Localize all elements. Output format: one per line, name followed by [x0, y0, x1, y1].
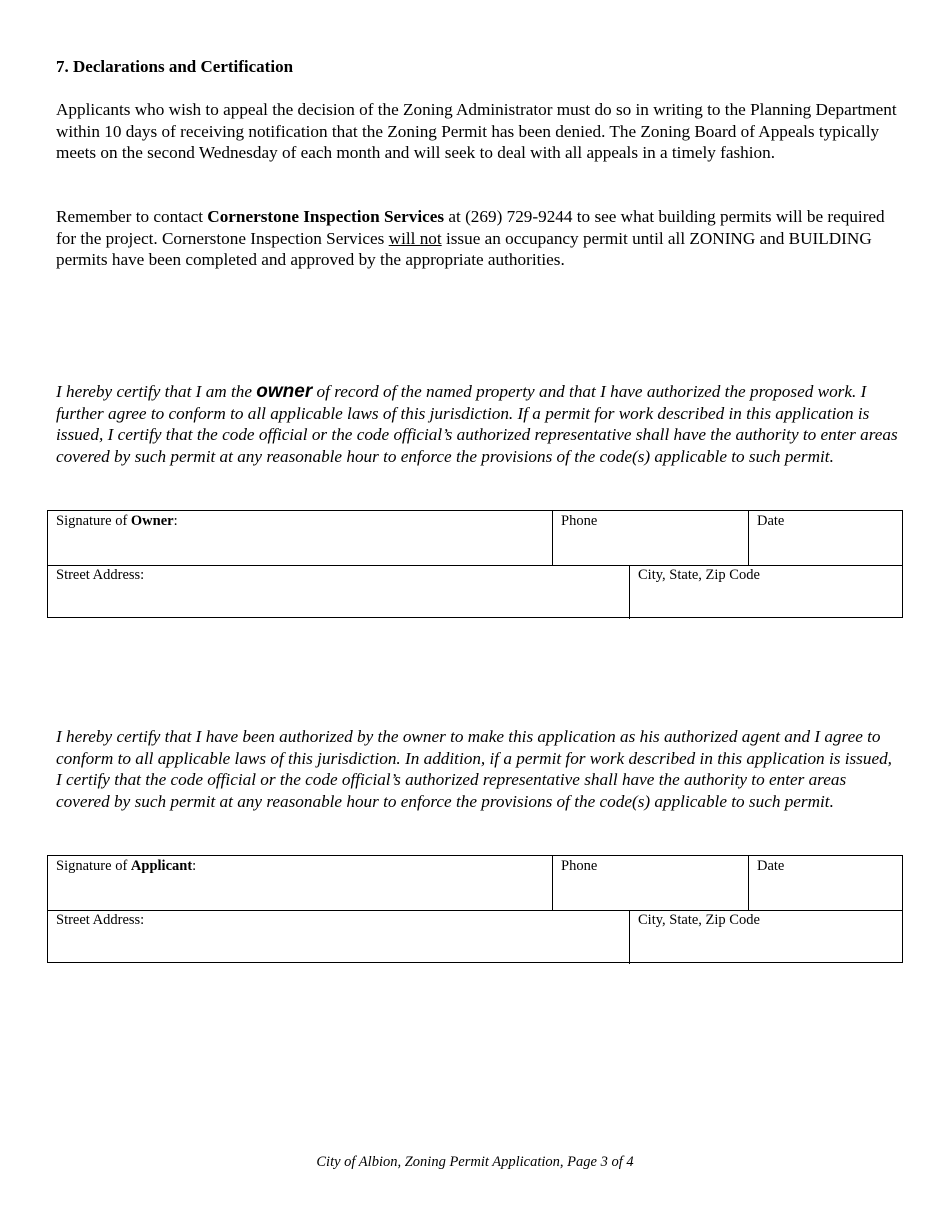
applicant-phone-field[interactable]	[552, 856, 748, 910]
owner-date-field[interactable]	[748, 511, 902, 565]
owner-street-label: Street Address:	[56, 567, 145, 583]
applicant-signature-table	[47, 855, 903, 963]
owner-signature-prefix: Signature of	[56, 513, 131, 529]
applicant-street-field[interactable]	[48, 910, 629, 964]
owner-phone-field[interactable]	[552, 511, 748, 565]
applicant-street-label: Street Address:	[56, 912, 145, 928]
applicant-city-label: City, State, Zip Code	[638, 912, 760, 928]
owner-phone-label: Phone	[561, 513, 598, 529]
applicant-signature-prefix: Signature of	[56, 858, 131, 874]
applicant-date-field[interactable]	[748, 856, 902, 910]
applicant-address-row	[48, 910, 902, 964]
owner-city-field[interactable]	[629, 565, 902, 619]
owner-signature-suffix: :	[173, 513, 178, 529]
contact-paragraph	[56, 206, 901, 271]
applicant-signature-suffix: :	[192, 858, 197, 874]
owner-address-row	[48, 565, 902, 619]
owner-certification	[56, 381, 901, 467]
applicant-phone-label: Phone	[561, 858, 598, 874]
will-not-emphasis: will not	[388, 228, 442, 248]
applicant-signature-role: Applicant	[130, 858, 193, 874]
agent-certification: I hereby certify that I have been authorized by the owner to make this application as his authorized agent and I agree to conform to all applicable laws of this jurisdiction. In addition, if a permit for work described in this application is issued, I certify that the code official or the code official’s authorized representative shall have the authority to enter areas covered by such permit at any reasonable hour to enforce the provisions of the code(s) applicable to such permit.	[56, 727, 892, 811]
contact-lead-text: Remember to contact	[56, 207, 208, 226]
applicant-signature-field[interactable]	[48, 856, 552, 910]
owner-cert-lead: I hereby certify that I am the	[56, 382, 257, 401]
section-heading: 7. Declarations and Certification	[56, 57, 294, 76]
owner-signature-row	[48, 511, 902, 566]
contact-middle-text: at (269) 729-9244 to see what building permits will be required for the project. Cornerstone Inspection Services	[56, 207, 885, 248]
appeal-paragraph: Applicants who wish to appeal the decision of the Zoning Administrator must do so in writing to the Planning Department within 10 days of receiving notification that the Zoning Permit has been denied. The Zoning Board of Appeals typically meets on the second Wednesday of each month and will seek to deal with all appeals in a timely fashion.	[56, 100, 897, 162]
applicant-city-field[interactable]	[629, 910, 902, 964]
owner-date-label: Date	[757, 513, 785, 529]
page-footer: City of Albion, Zoning Permit Application, Page 3 of 4	[316, 1154, 634, 1170]
owner-city-label: City, State, Zip Code	[638, 567, 760, 583]
applicant-signature-row	[48, 856, 902, 911]
applicant-date-label: Date	[757, 858, 785, 874]
owner-signature-table	[47, 510, 903, 618]
inspection-company-name: Cornerstone Inspection Services	[207, 207, 445, 226]
owner-signature-field[interactable]	[48, 511, 552, 565]
owner-signature-role: Owner	[130, 513, 174, 529]
owner-cert-tail: of record of the named property and that I have authorized the proposed work. I further agree to conform to all applicable laws of this jurisdiction. If a permit for work described in this application is issued, I certify that the code official or the code official’s authorized representative shall have the authority to enter areas covered by such permit at any reasonable hour to enforce the provisions of the code(s) applicable to such permit.	[56, 382, 898, 466]
contact-tail-text: issue an occupancy permit until all ZONING and BUILDING permits have been completed and approved by the appropriate authorities.	[56, 228, 872, 269]
owner-emphasis: owner	[256, 381, 313, 402]
owner-street-field[interactable]	[48, 565, 629, 619]
